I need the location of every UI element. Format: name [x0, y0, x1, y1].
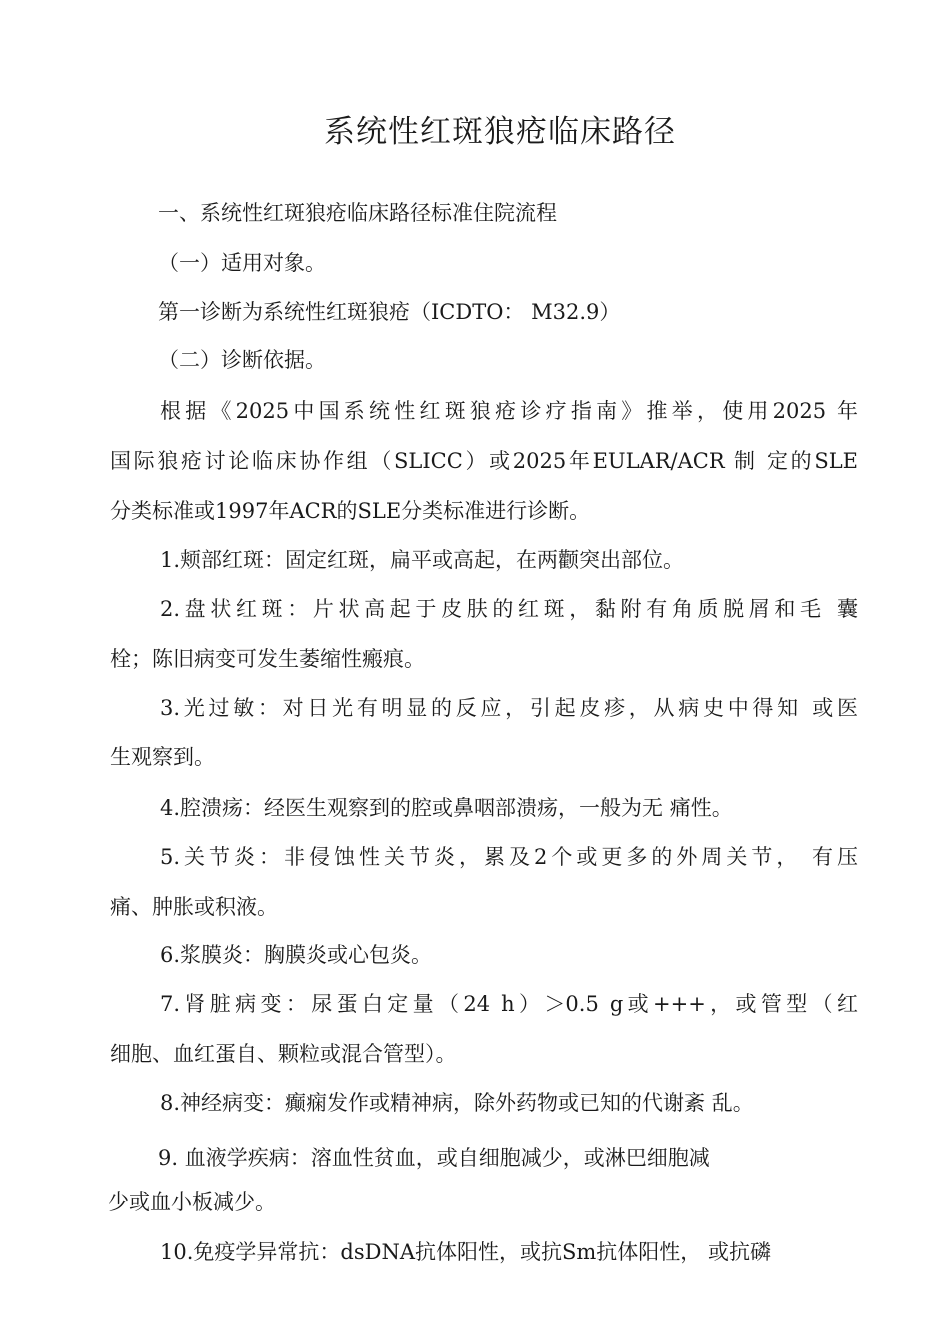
document-title: 系统性红斑狼疮临床路径 — [324, 114, 676, 150]
list-item: 5.关节炎：非侵蚀性关节炎，累及2个或更多的外周关节， 有压 — [160, 845, 858, 869]
section-heading-1: 一、系统性红斑狼疮临床路径标准住院流程 — [158, 201, 557, 225]
list-item: 2.盘状红斑：片状高起于皮肤的红斑，黏附有角质脱屑和毛 囊 — [160, 597, 858, 621]
paragraph-line: 国际狼疮讨论临床协作组（SLICC）或2025年EULAR/ACR 制 定的SLE — [110, 449, 858, 473]
list-item-continuation: 少或血小板减少。 — [108, 1190, 276, 1214]
paragraph-line: 第一诊断为系统性红斑狼疮（ICDTO： M32.9） — [158, 300, 621, 324]
list-item-continuation: 生观察到。 — [110, 745, 215, 769]
list-item: 10.免疫学异常抗：dsDNA抗体阳性，或抗Sm抗体阳性， 或抗磷 — [160, 1240, 771, 1264]
paragraph-line: 根据《2025中国系统性红斑狼疮诊疗指南》推举，使用2025 年 — [160, 399, 858, 423]
list-item: 7.肾脏病变：尿蛋白定量（24 h）＞0.5 g或+++，或管型（红 — [160, 992, 858, 1016]
subsection-heading-2: （二）诊断依据。 — [158, 348, 326, 372]
list-item: 9. 血液学疾病：溶血性贫血，或自细胞减少，或淋巴细胞减 — [158, 1146, 710, 1170]
list-item: 3.光过敏：对日光有明显的反应，引起皮疹，从病史中得知 或医 — [160, 696, 858, 720]
paragraph-line: 分类标准或1997年ACR的SLE分类标准进行诊断。 — [110, 499, 591, 523]
list-item: 1.颊部红斑：固定红斑，扁平或高起，在两颧突出部位。 — [160, 548, 685, 572]
list-item: 6.浆膜炎：胸膜炎或心包炎。 — [160, 943, 433, 967]
list-item-continuation: 痛、肿胀或积液。 — [110, 895, 278, 919]
list-item-continuation: 细胞、血红蛋自、颗粒或混合管型）。 — [110, 1042, 457, 1066]
subsection-heading-1: （一）适用对象。 — [158, 251, 326, 275]
list-item-continuation: 栓；陈旧病变可发生萎缩性瘢痕。 — [110, 647, 425, 671]
list-item: 4.腔溃疡：经医生观察到的腔或鼻咽部溃疡，一般为无 痛性。 — [160, 796, 733, 820]
list-item: 8.神经病变：癫痫发作或精神病，除外药物或已知的代谢紊 乱。 — [160, 1091, 754, 1115]
